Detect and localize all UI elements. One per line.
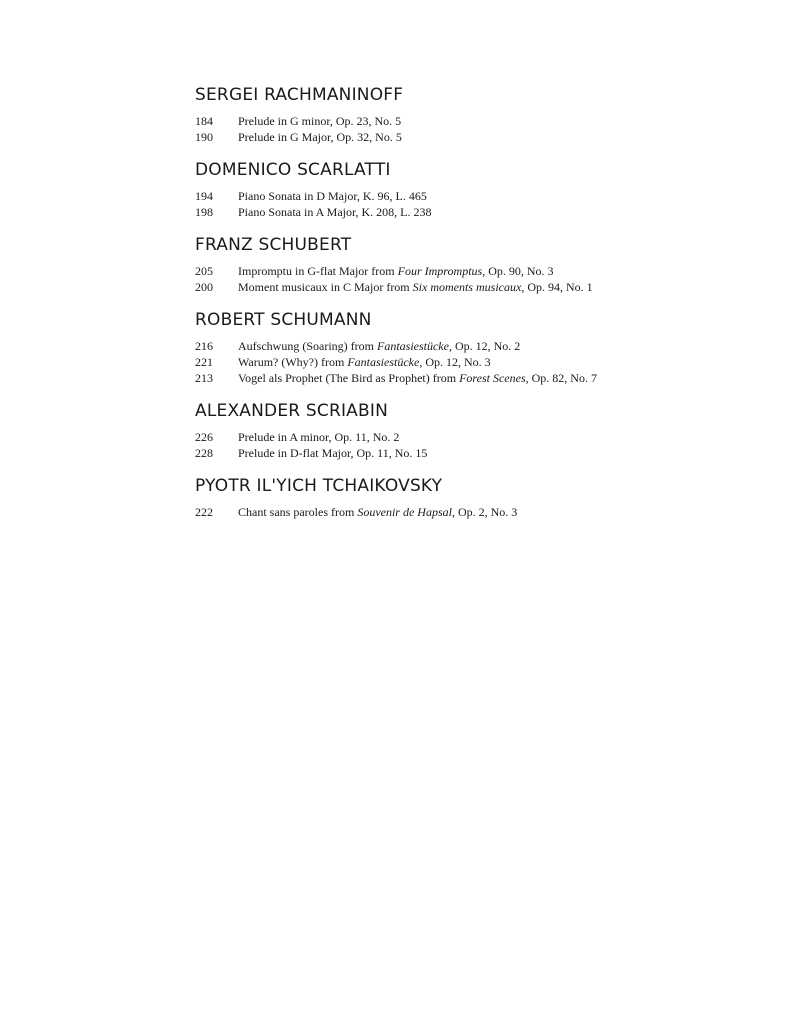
title-text: Prelude in G minor, Op. 23, No. 5 <box>238 114 402 128</box>
contents-entry <box>195 113 755 129</box>
title-text: Prelude in D-flat Major, Op. 11, No. 15 <box>238 446 428 460</box>
composer-section <box>195 159 755 220</box>
piece-title <box>238 188 427 204</box>
composer-section <box>195 400 755 461</box>
title-text: Prelude in A minor, Op. 11, No. 2 <box>238 430 400 444</box>
composer-heading: ALEXANDER SCRIABIN <box>195 401 388 421</box>
contents-entry <box>195 204 755 220</box>
composer-heading: SERGEI RACHMANINOFF <box>195 85 404 105</box>
title-text: , Op. 12, No. 2 <box>448 339 521 353</box>
piece-title <box>238 429 399 445</box>
piece-title <box>238 129 402 145</box>
page-number: 228 <box>195 446 213 460</box>
title-text: Moment musicaux in C Major from <box>238 280 413 294</box>
title-text: , Op. 82, No. 7 <box>525 371 597 385</box>
composer-heading: PYOTR IL'YICH TCHAIKOVSKY <box>195 476 443 496</box>
piece-title <box>238 338 520 354</box>
composer-heading: ROBERT SCHUMANN <box>195 310 372 330</box>
piece-title <box>238 370 597 386</box>
piece-title <box>238 204 432 220</box>
contents-entry <box>195 188 755 204</box>
composer-heading: FRANZ SCHUBERT <box>195 235 352 255</box>
piece-title <box>238 263 554 279</box>
title-text: Prelude in G Major, Op. 32, No. 5 <box>238 130 402 144</box>
page-number: 222 <box>195 505 213 519</box>
collection-title: Forest Scenes <box>459 371 526 385</box>
page-number: 198 <box>195 205 213 219</box>
composer-section <box>195 475 755 520</box>
composer-section <box>195 309 755 386</box>
page-number: 226 <box>195 430 213 444</box>
composer-section <box>195 84 755 145</box>
title-text: , Op. 90, No. 3 <box>482 264 554 278</box>
page-number: 184 <box>195 114 213 128</box>
page-number: 221 <box>195 355 213 369</box>
title-text: Chant sans paroles from <box>238 505 358 519</box>
collection-title: Souvenir de Hapsal <box>357 505 452 519</box>
title-text: , Op. 94, No. 1 <box>521 280 593 294</box>
contents-entry <box>195 279 755 295</box>
contents-entry <box>195 429 755 445</box>
contents-entry <box>195 445 755 461</box>
title-text: , Op. 12, No. 3 <box>419 355 491 369</box>
piece-title <box>238 354 491 370</box>
title-text: Piano Sonata in D Major, K. 96, L. 465 <box>238 189 427 203</box>
piece-title <box>238 504 517 520</box>
contents-entry <box>195 338 755 354</box>
piece-title <box>238 445 427 461</box>
page-number: 190 <box>195 130 213 144</box>
contents-entry <box>195 129 755 145</box>
title-text: Aufschwung (Soaring) from <box>238 339 377 353</box>
contents-entry <box>195 354 755 370</box>
piece-title <box>238 113 401 129</box>
contents-entry <box>195 370 755 386</box>
title-text: Warum? (Why?) from <box>238 355 348 369</box>
page-number: 213 <box>195 371 213 385</box>
contents-page <box>195 84 755 534</box>
title-text: , Op. 2, No. 3 <box>451 505 518 519</box>
collection-title: Fantasiestücke <box>376 339 449 353</box>
page-number: 205 <box>195 264 213 278</box>
page-number: 216 <box>195 339 213 353</box>
contents-entry <box>195 263 755 279</box>
collection-title: Four Impromptus <box>397 264 483 278</box>
collection-title: Six moments musicaux <box>412 280 522 294</box>
composer-heading: DOMENICO SCARLATTI <box>195 160 391 180</box>
composer-section <box>195 234 755 295</box>
title-text: Impromptu in G-flat Major from <box>238 264 398 278</box>
page-number: 200 <box>195 280 213 294</box>
contents-entry <box>195 504 755 520</box>
piece-title <box>238 279 593 295</box>
page-number: 194 <box>195 189 213 203</box>
title-text: Piano Sonata in A Major, K. 208, L. 238 <box>238 205 432 219</box>
collection-title: Fantasiestücke <box>347 355 420 369</box>
title-text: Vogel als Prophet (The Bird as Prophet) from <box>238 371 460 385</box>
